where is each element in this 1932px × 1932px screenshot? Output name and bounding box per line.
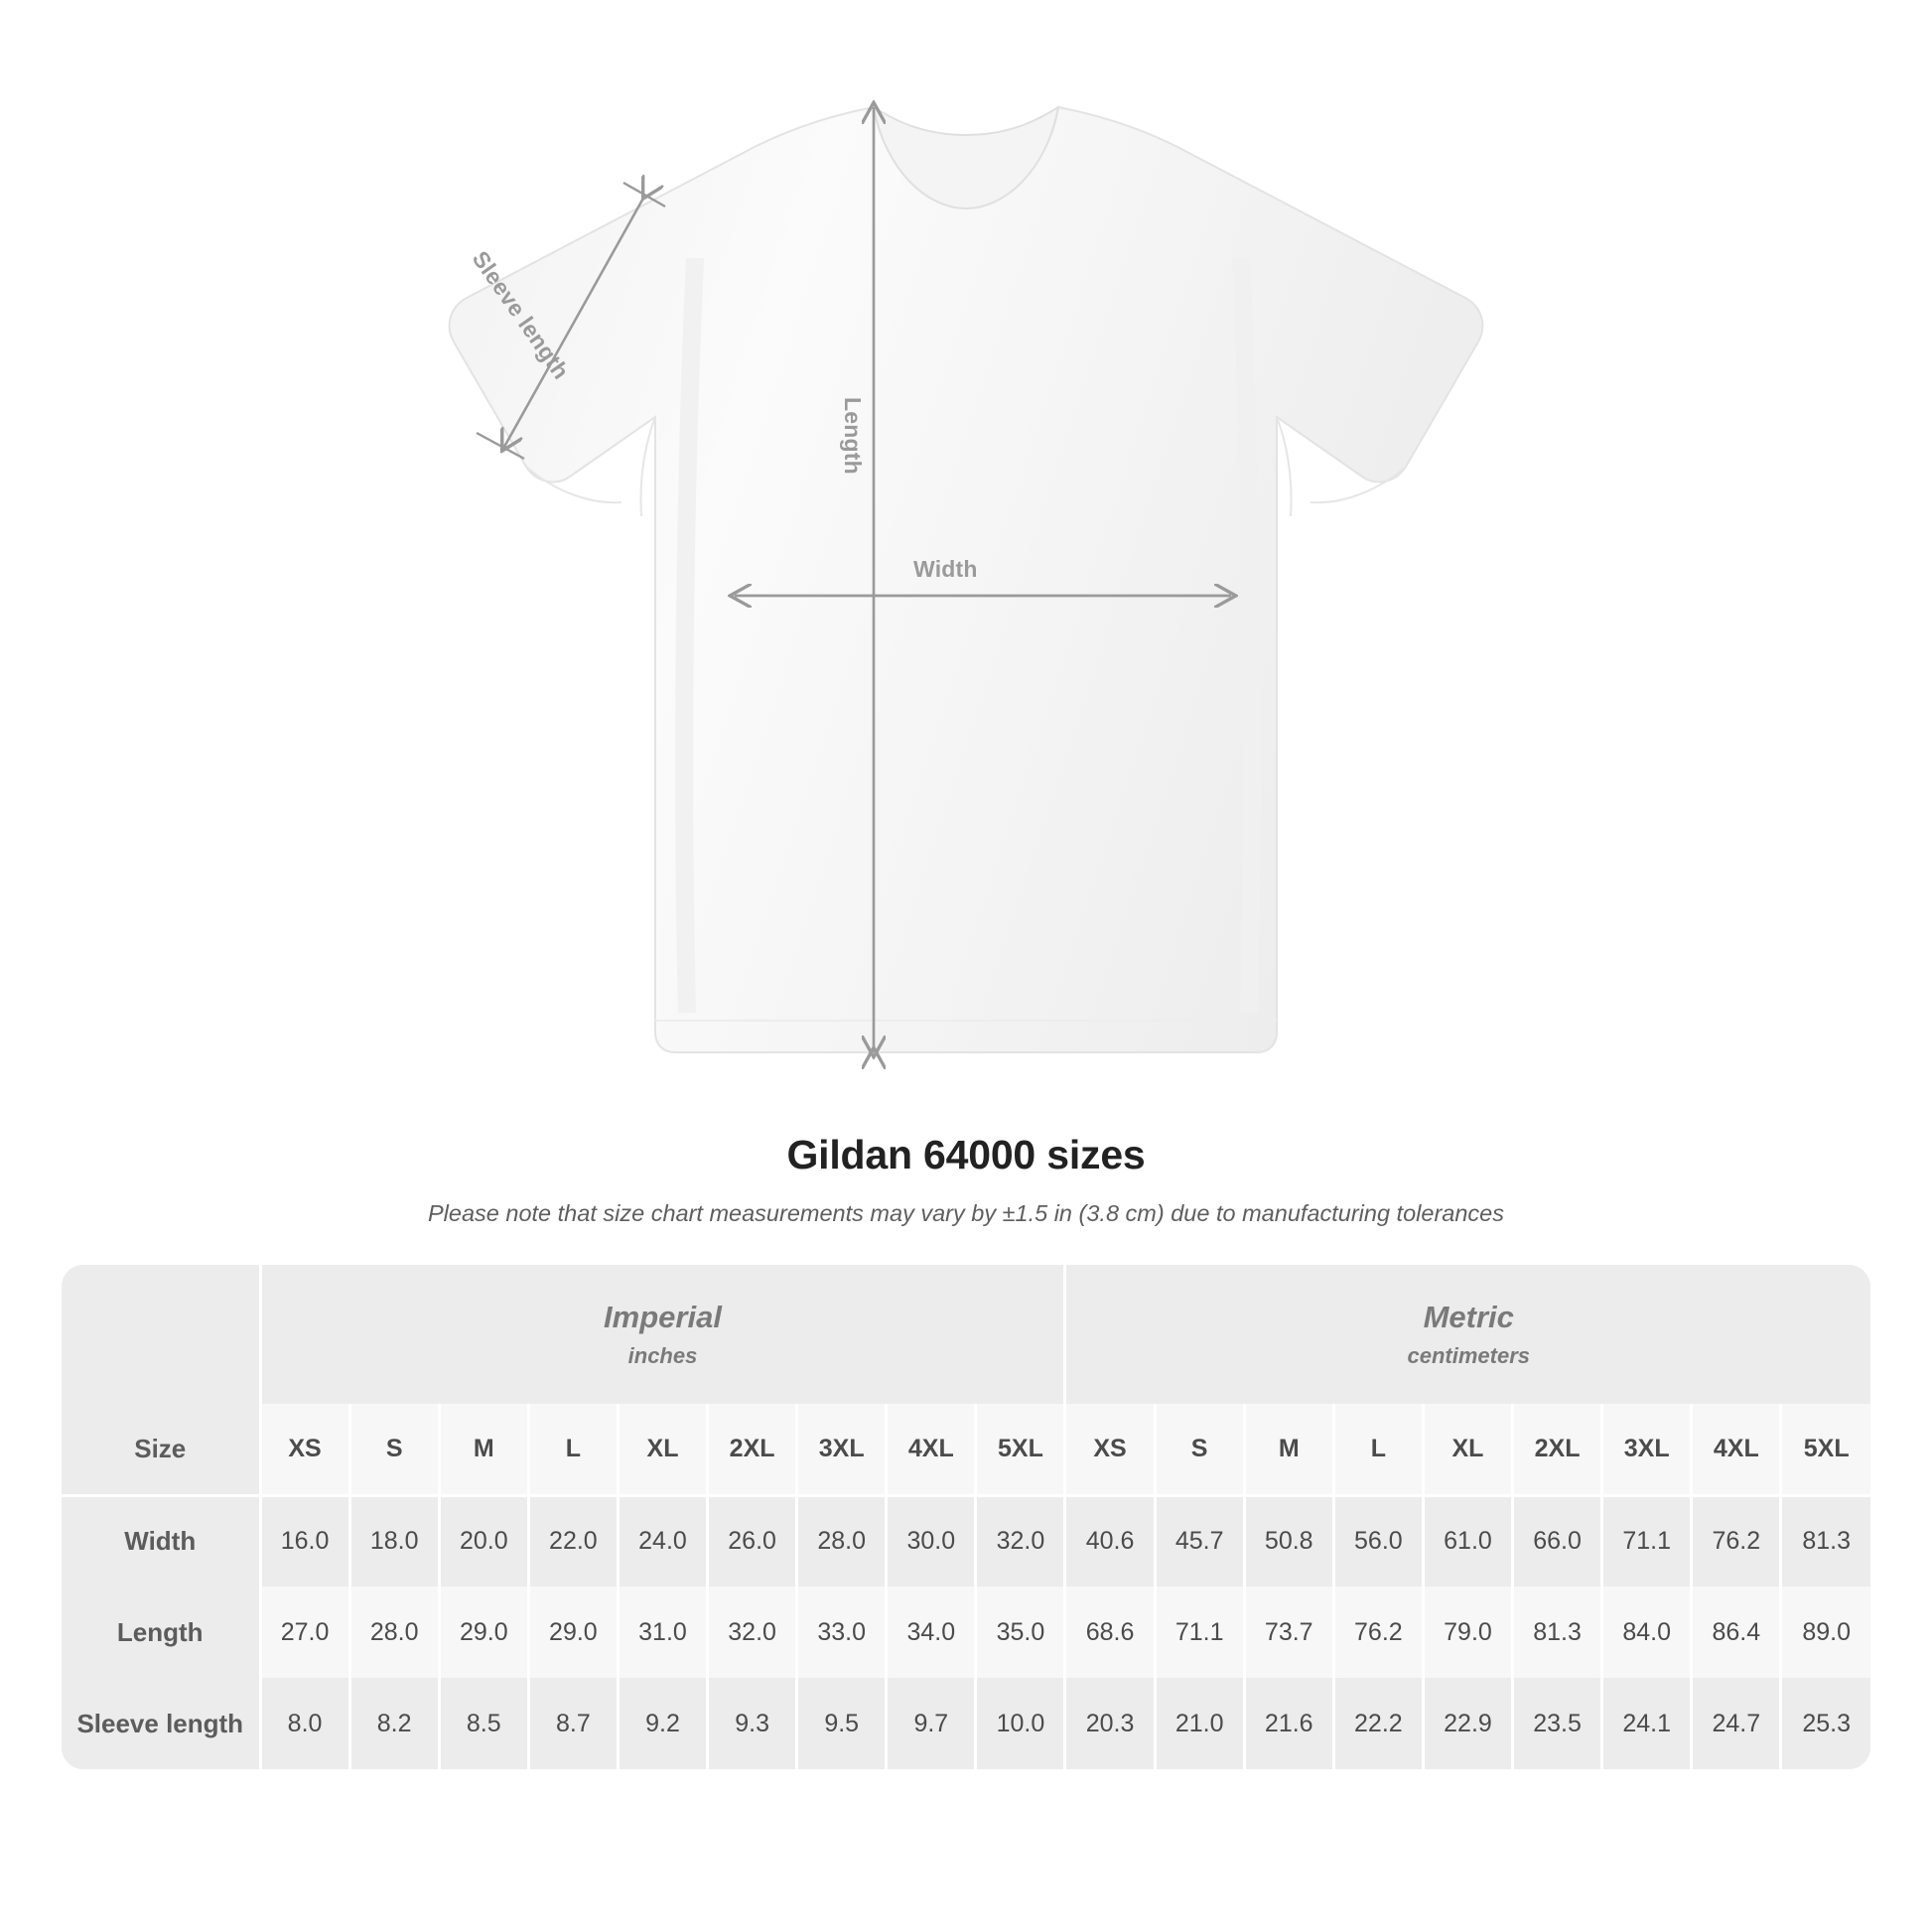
- measurement-row-label: Length: [62, 1587, 260, 1678]
- measurement-cell: 68.6: [1065, 1587, 1155, 1678]
- measurement-cell: 25.3: [1781, 1678, 1870, 1769]
- size-header-cell: L: [528, 1404, 618, 1495]
- measurement-cell: 22.0: [528, 1495, 618, 1587]
- measurement-cell: 76.2: [1692, 1495, 1781, 1587]
- size-header-cell: 4XL: [887, 1404, 976, 1495]
- measurement-cell: 29.0: [528, 1587, 618, 1678]
- measurement-cell: 89.0: [1781, 1587, 1870, 1678]
- measurement-cell: 9.7: [887, 1678, 976, 1769]
- measurement-cell: 9.2: [618, 1678, 707, 1769]
- measurement-cell: 18.0: [349, 1495, 439, 1587]
- measurement-cell: 76.2: [1333, 1587, 1423, 1678]
- size-header-cell: XL: [1423, 1404, 1512, 1495]
- measurement-cell: 86.4: [1692, 1587, 1781, 1678]
- measurement-cell: 81.3: [1781, 1495, 1870, 1587]
- measurement-cell: 40.6: [1065, 1495, 1155, 1587]
- measurement-cell: 10.0: [976, 1678, 1065, 1769]
- unit-group-subtitle: centimeters: [1407, 1342, 1530, 1368]
- measurement-cell: 9.5: [797, 1678, 887, 1769]
- measurement-cell: 56.0: [1333, 1495, 1423, 1587]
- measurement-cell: 20.3: [1065, 1678, 1155, 1769]
- width-dimension-label: Width: [913, 556, 978, 582]
- size-header-cell: 5XL: [1781, 1404, 1870, 1495]
- size-header-cell: 5XL: [976, 1404, 1065, 1495]
- measurement-cell: 33.0: [797, 1587, 887, 1678]
- units-spacer-cell: [62, 1265, 260, 1404]
- measurement-cell: 73.7: [1244, 1587, 1333, 1678]
- measurement-cell: 30.0: [887, 1495, 976, 1587]
- measurement-cell: 61.0: [1423, 1495, 1512, 1587]
- measurement-cell: 34.0: [887, 1587, 976, 1678]
- measurement-cell: 27.0: [260, 1587, 349, 1678]
- measurement-cell: 35.0: [976, 1587, 1065, 1678]
- size-header-cell: 2XL: [708, 1404, 797, 1495]
- units-header-row: [62, 1265, 1870, 1404]
- row-label-header: Size: [62, 1404, 260, 1495]
- measurement-cell: 50.8: [1244, 1495, 1333, 1587]
- measurement-cell: 71.1: [1602, 1495, 1692, 1587]
- size-header-cell: 3XL: [797, 1404, 887, 1495]
- title-block: [0, 1132, 1932, 1227]
- measurement-row-label: Sleeve length: [62, 1678, 260, 1769]
- measurement-cell: 8.7: [528, 1678, 618, 1769]
- size-table-container: [62, 1265, 1870, 1769]
- measurement-cell: 45.7: [1155, 1495, 1244, 1587]
- unit-group-subtitle: inches: [627, 1342, 698, 1368]
- measurement-cell: 32.0: [976, 1495, 1065, 1587]
- measurement-cell: 23.5: [1513, 1678, 1602, 1769]
- measurement-cell: 21.0: [1155, 1678, 1244, 1769]
- size-header-cell: M: [1244, 1404, 1333, 1495]
- size-header-cell: 3XL: [1602, 1404, 1692, 1495]
- measurement-cell: 28.0: [349, 1587, 439, 1678]
- measurement-row-label: Width: [62, 1495, 260, 1587]
- unit-group-header-imperial: [260, 1265, 1065, 1404]
- unit-group-name: Metric: [1423, 1300, 1514, 1335]
- table-row: [62, 1587, 1870, 1678]
- measurement-cell: 26.0: [708, 1495, 797, 1587]
- size-table-body: [62, 1495, 1870, 1769]
- size-header-cell: XS: [1065, 1404, 1155, 1495]
- measurement-cell: 24.7: [1692, 1678, 1781, 1769]
- size-header-cell: XS: [260, 1404, 349, 1495]
- size-table: [62, 1265, 1870, 1769]
- measurement-cell: 28.0: [797, 1495, 887, 1587]
- measurement-cell: 22.2: [1333, 1678, 1423, 1769]
- measurement-cell: 29.0: [439, 1587, 528, 1678]
- size-header-row: [62, 1404, 1870, 1495]
- size-header-cell: S: [1155, 1404, 1244, 1495]
- measurement-cell: 8.5: [439, 1678, 528, 1769]
- measurement-cell: 22.9: [1423, 1678, 1512, 1769]
- size-header-cell: M: [439, 1404, 528, 1495]
- unit-group-name: Imperial: [604, 1300, 722, 1335]
- measurement-cell: 24.1: [1602, 1678, 1692, 1769]
- measurement-cell: 31.0: [618, 1587, 707, 1678]
- length-dimension-label: Length: [840, 397, 866, 475]
- size-header-cell: S: [349, 1404, 439, 1495]
- measurement-cell: 9.3: [708, 1678, 797, 1769]
- table-row: [62, 1678, 1870, 1769]
- size-header-cell: XL: [618, 1404, 707, 1495]
- size-header-cell: 4XL: [1692, 1404, 1781, 1495]
- measurement-cell: 84.0: [1602, 1587, 1692, 1678]
- table-row: [62, 1495, 1870, 1587]
- unit-group-header-metric: [1065, 1265, 1870, 1404]
- page-title: Gildan 64000 sizes: [786, 1132, 1146, 1177]
- measurement-cell: 8.2: [349, 1678, 439, 1769]
- measurement-cell: 71.1: [1155, 1587, 1244, 1678]
- measurement-cell: 8.0: [260, 1678, 349, 1769]
- measurement-cell: 32.0: [708, 1587, 797, 1678]
- size-header-cell: L: [1333, 1404, 1423, 1495]
- size-header-cell: 2XL: [1513, 1404, 1602, 1495]
- measurement-cell: 24.0: [618, 1495, 707, 1587]
- sleeve-length-dimension-label: Sleeve length: [467, 246, 575, 384]
- tolerance-note: Please note that size chart measurements may vary by ±1.5 in (3.8 cm) due to manufacturing tolerances: [428, 1200, 1504, 1226]
- measurement-cell: 21.6: [1244, 1678, 1333, 1769]
- measurement-cell: 81.3: [1513, 1587, 1602, 1678]
- measurement-cell: 79.0: [1423, 1587, 1512, 1678]
- measurement-cell: 20.0: [439, 1495, 528, 1587]
- measurement-cell: 66.0: [1513, 1495, 1602, 1587]
- measurement-cell: 16.0: [260, 1495, 349, 1587]
